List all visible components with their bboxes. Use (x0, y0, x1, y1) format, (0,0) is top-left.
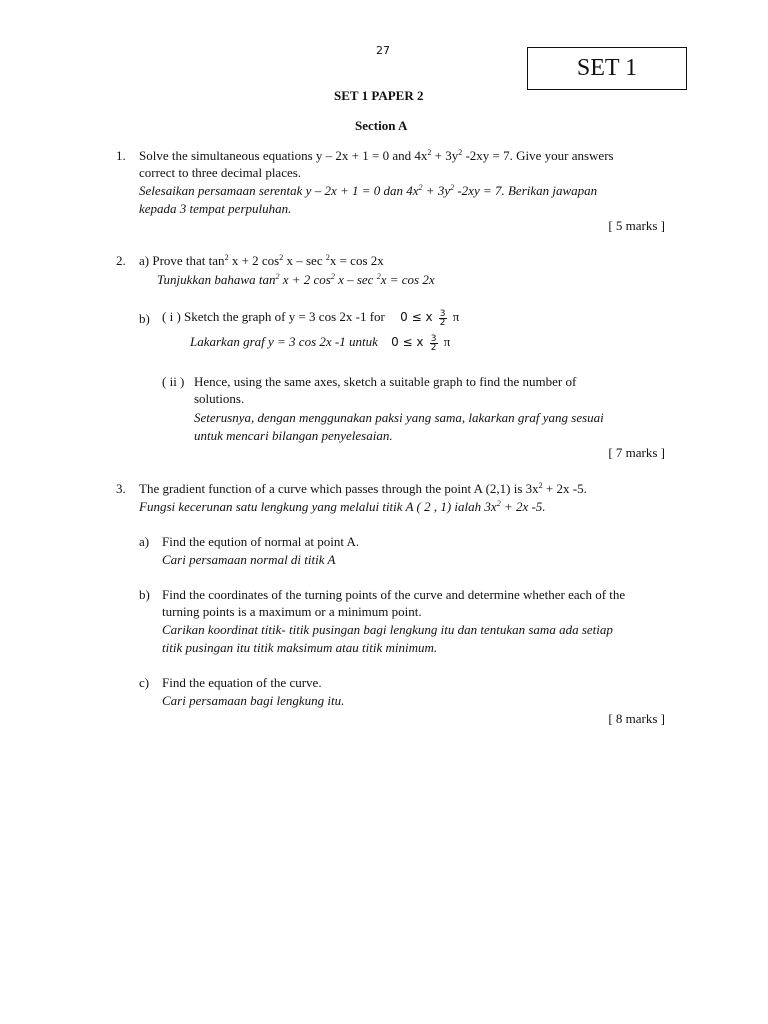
q1-english-line2: correct to three decimal places. (139, 165, 302, 180)
q1-english-line1: Solve the simultaneous equations y – 2x + 1 = 0 and $4x^2 + 3y^2$ -2xy = 7. Give your answers (139, 148, 614, 163)
pi-symbol: π (443, 334, 451, 349)
q3b-malay-line1: Carikan koordinat titik- titik pusingan bagi lengkung itu dan tentukan sama ada setiap (162, 622, 613, 637)
q3b-english-line1: Find the coordinates of the turning points of the curve and determine whether each of the (162, 587, 626, 602)
section-heading: Section A (355, 118, 408, 133)
q1-number: 1. (116, 148, 126, 163)
q3-malay: Fungsi kecerunan satu lengkung yang melalui titik A ( 2 , 1) ialah $3x^2 + 2x$ -5. (139, 499, 546, 514)
q2-marks: [ 7 marks ] (608, 445, 665, 460)
q3c-malay: Cari persamaan bagi lengkung itu. (162, 693, 345, 708)
q2bi-english: ( i ) Sketch the graph of y = 3 cos 2x -1 for 0 ≤ x $\frac{3}{2}$ π (162, 308, 460, 328)
fraction: $\frac{3}{2}$ (430, 333, 437, 353)
q3-marks: [ 8 marks ] (608, 711, 665, 726)
q2a-english: a) Prove that $\tan^2 x + 2$ $\cos^2 x - \sec ^2x = \cos 2x$ (139, 253, 384, 268)
q3c-label: c) (139, 675, 150, 690)
q2bi-malay-range: 0 ≤ x (391, 335, 424, 349)
q3c-english: Find the equation of the curve. (162, 675, 322, 690)
q2bi-range: 0 ≤ x (400, 310, 433, 324)
q3a-malay: Cari persamaan normal di titik A (162, 552, 336, 567)
q3-english: The gradient function of a curve which passes through the point A (2,1) is $3x^2 + 2x$ -5. (139, 481, 587, 496)
q2bii-malay-line1: Seterusnya, dengan menggunakan paksi yang sama, lakarkan graf yang sesuai (194, 410, 604, 425)
q3b-label: b) (139, 587, 150, 602)
pi-symbol: π (452, 309, 460, 324)
q2bii-malay-line2: untuk mencari bilangan penyelesaian. (194, 428, 393, 443)
paper-title: SET 1 PAPER 2 (334, 88, 424, 103)
q2bi-malay: Lakarkan graf y = 3 cos 2x -1 untuk 0 ≤ x $\frac{3}{2}$ π (190, 333, 451, 353)
q3a-english: Find the eqution of normal at point A. (162, 534, 360, 549)
fraction: $\frac{3}{2}$ (439, 308, 446, 328)
page-number: 27 (376, 44, 390, 57)
q3-number: 3. (116, 481, 126, 496)
q2bii-english-line2: solutions. (194, 391, 245, 406)
q3a-label: a) (139, 534, 150, 549)
q1-marks: [ 5 marks ] (608, 218, 665, 233)
q3b-english-line2: turning points is a maximum or a minimum point. (162, 604, 422, 619)
q2a-malay: Tunjukkan bahawa $\tan^2 x + 2$ $\cos^2 x - \sec ^2x = \cos 2x$ (157, 272, 435, 287)
set-label-box: SET 1 (527, 47, 687, 90)
q2bii-english-line1: Hence, using the same axes, sketch a suitable graph to find the number of (194, 374, 577, 389)
q1-malay-line2: kepada 3 tempat perpuluhan. (139, 201, 292, 216)
q2-number: 2. (116, 253, 126, 268)
q2bii-label: ( ii ) (162, 374, 185, 389)
q1-malay-line1: Selesaikan persamaan serentak y – 2x + 1 = 0 dan $4x^2 + 3y^2$ -2xy = 7. Berikan jawapan (139, 183, 598, 198)
q3b-malay-line2: titik pusingan itu titik maksimum atau titik minimum. (162, 640, 438, 655)
q2b-label: b) (139, 311, 150, 326)
